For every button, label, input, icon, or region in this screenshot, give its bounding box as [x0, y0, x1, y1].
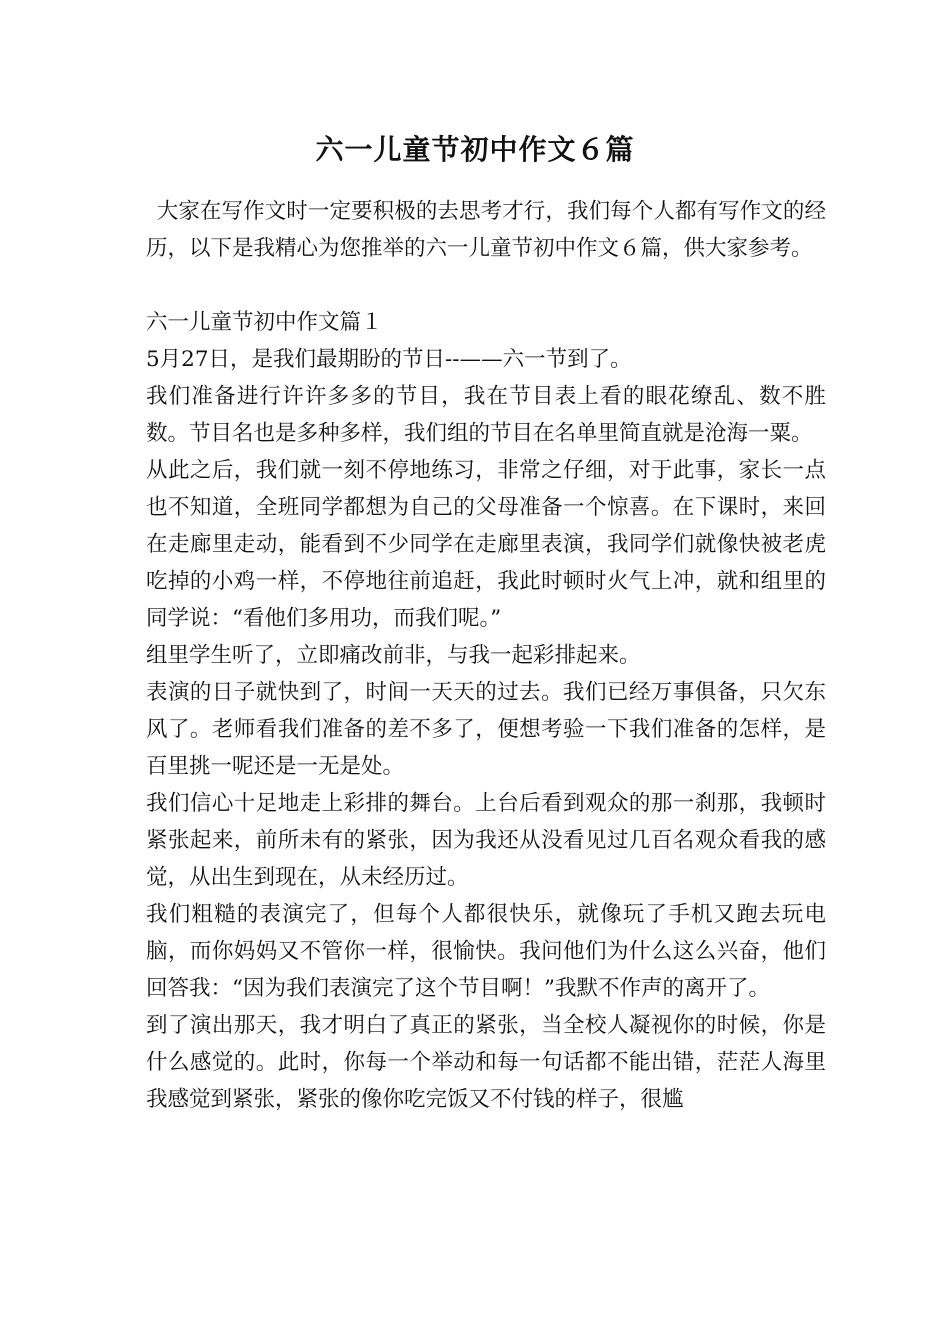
essay-paragraph: 表演的日子就快到了，时间一天天的过去。我们已经万事俱备，只欠东风了。老师看我们准备的差不多了，便想考验一下我们准备的怎样，是百里挑一呢还是一无是处。 — [146, 680, 826, 779]
intro-paragraph: 大家在写作文时一定要积极的去思考才行，我们每个人都有写作文的经历，以下是我精心为您推举的六一儿童节初中作文６篇，供大家参考。 — [146, 199, 826, 261]
essay-paragraph: 5月27日，是我们最期盼的节日--——六一节到了。 — [146, 347, 632, 372]
essay-paragraph: 到了演出那天，我才明白了真正的紧张，当全校人凝视你的时候，你是什么感觉的。此时，你每一个举动和每一句话都不能出错，茫茫人海里我感觉到紧张，紧张的像你吃完饭又不付钱的样子，很尴 — [146, 1013, 826, 1112]
essay-paragraph: 我们粗糙的表演完了，但每个人都很快乐，就像玩了手机又跑去玩电脑，而你妈妈又不管你一样，很愉快。我问他们为什么这么兴奋，他们回答我：“因为我们表演完了这个节目啊！”我默不作声的离开了。 — [146, 902, 826, 1001]
essay-paragraph: 从此之后，我们就一刻不停地练习，非常之仔细，对于此事，家长一点也不知道，全班同学都想为自己的父母准备一个惊喜。在下课时，来回在走廊里走动，能看到不少同学在走廊里表演，我同学们就像快被老虎吃掉的小鸡一样，不停地往前追赶，我此时顿时火气上冲，就和组里的同学说：“看他们多用功，而我们呢。” — [146, 458, 826, 631]
document-title: 六一儿童节初中作文６篇 — [315, 133, 635, 166]
essay-paragraph: 我们信心十足地走上彩排的舞台。上台后看到观众的那一刹那，我顿时紧张起来，前所未有的紧张，因为我还从没看见过几百名观众看我的感觉，从出生到现在，从未经历过。 — [146, 791, 826, 890]
section-heading: 六一儿童节初中作文篇１ — [146, 310, 383, 335]
essay-paragraph: 组里学生听了，立即痛改前非，与我一起彩排起来。 — [146, 643, 641, 668]
document-body — [146, 193, 826, 1118]
paragraph-spacer — [146, 267, 826, 304]
essay-paragraph: 我们准备进行许许多多的节目，我在节目表上看的眼花缭乱、数不胜数。节目名也是多种多样，我们组的节目在名单里简直就是沧海一粟。 — [146, 384, 826, 446]
